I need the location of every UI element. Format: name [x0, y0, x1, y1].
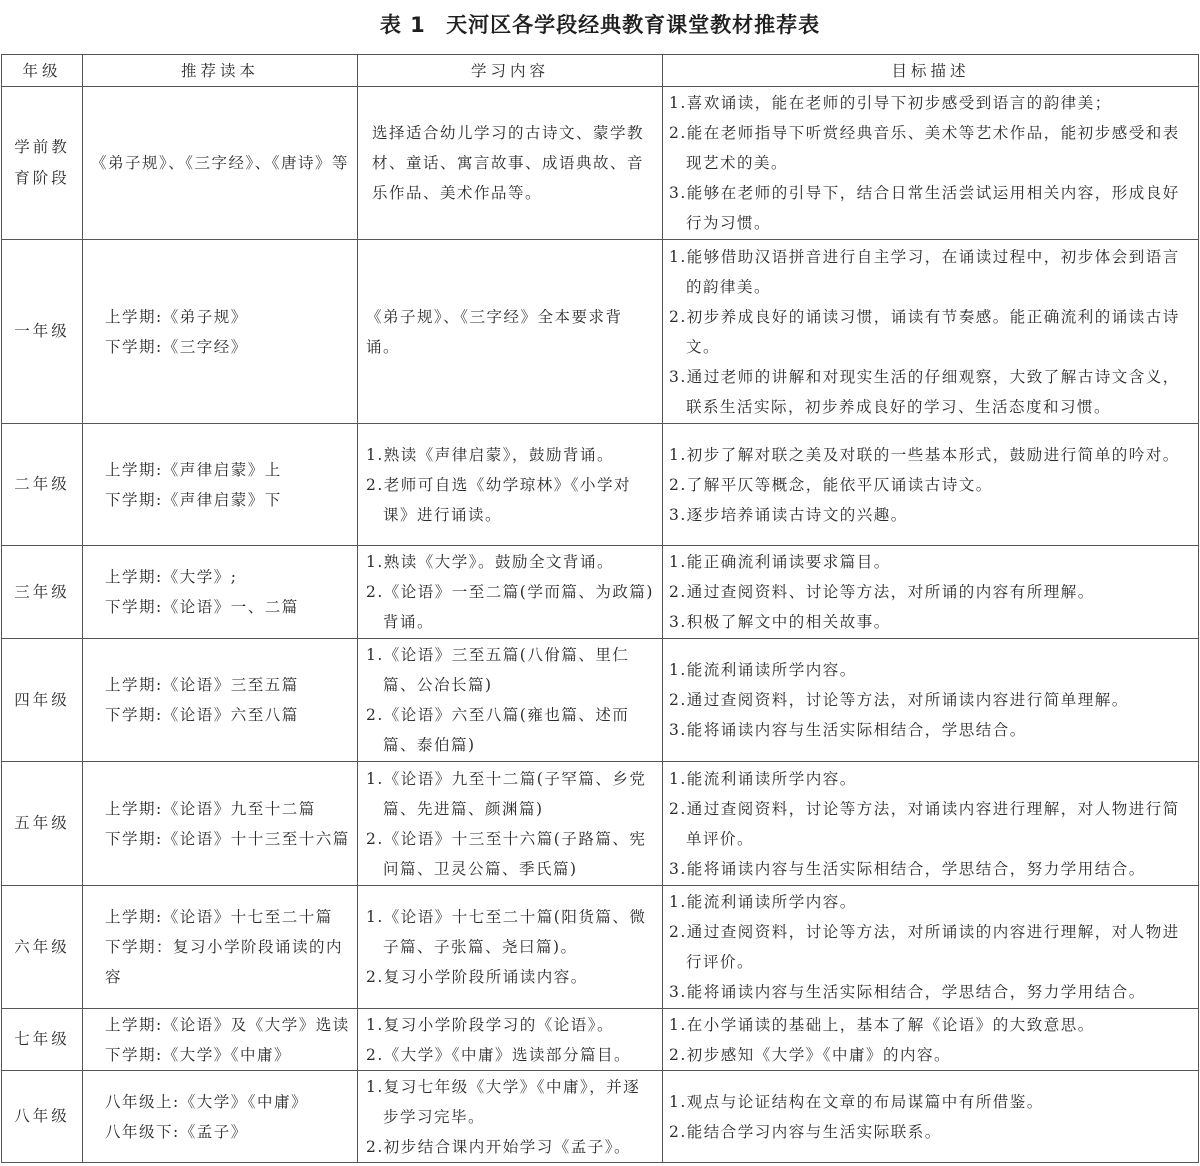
goal-item: 3.能将诵读内容与生活实际相结合，学思结合，努力学用结合。 — [669, 983, 1146, 1001]
header-books: 推荐读本 — [83, 55, 358, 87]
content-cell — [358, 1009, 663, 1071]
book-line: 上学期:《论语》九至十二篇 — [105, 799, 316, 818]
books-cell — [83, 240, 358, 424]
content-item: 2.老师可自选《幼学琼林》《小学对课》进行诵读。 — [366, 475, 632, 524]
table-row — [2, 762, 1199, 886]
content-item: 1.复习小学阶段学习的《论语》。 — [366, 1015, 615, 1034]
book-line: 下学期:《声律启蒙》下 — [105, 490, 282, 509]
books-cell — [83, 762, 358, 886]
header-grade: 年级 — [2, 55, 83, 87]
content-item: 2.初步结合课内开始学习《孟子》。 — [366, 1137, 632, 1156]
goal-item: 2.了解平仄等概念，能依平仄诵读古诗文。 — [669, 475, 993, 494]
goals-cell — [663, 1009, 1199, 1071]
table-row — [2, 1009, 1199, 1071]
content-item: 2.复习小学阶段所诵读内容。 — [366, 968, 588, 986]
content-cell — [358, 1071, 663, 1163]
goal-item: 3.能将诵读内容与生活实际相结合，学思结合。 — [669, 721, 1027, 739]
goals-cell — [663, 1071, 1199, 1163]
book-line: 八年级上:《大学》《中庸》 — [105, 1092, 308, 1111]
goal-item: 3.能将诵读内容与生活实际相结合，学思结合，努力学用结合。 — [669, 859, 1146, 878]
books-cell — [83, 1009, 358, 1071]
content-item: 1.熟读《大学》。鼓励全文背诵。 — [366, 553, 615, 571]
book-line: 下学期:《论语》十十三至十六篇 — [105, 829, 350, 848]
goal-item: 3.通过老师的讲解和对现实生活的仔细观察，大致了解古诗文含义，联系生活实际，初步养成良好的学习、生活态度和习惯。 — [669, 367, 1180, 416]
goal-item: 1.喜欢诵读，能在老师的引导下初步感受到语言的韵律美； — [669, 94, 1112, 112]
goal-item: 1.能正确流利诵读要求篇目。 — [669, 553, 891, 571]
content-cell — [358, 762, 663, 886]
goal-item: 1.能够借助汉语拼音进行自主学习，在诵读过程中，初步体会到语言的韵律美。 — [669, 247, 1180, 296]
content-item: 1.《论语》九至十二篇(子罕篇、乡党篇、先进篇、颜渊篇) — [366, 769, 647, 818]
content-item: 2.《大学》《中庸》选读部分篇目。 — [366, 1045, 632, 1064]
grade-cell: 一年级 — [2, 240, 83, 424]
book-line: 下学期：复习小学阶段诵读的内容 — [105, 938, 344, 986]
goal-item: 3.逐步培养诵读古诗文的兴趣。 — [669, 505, 908, 524]
goals-cell — [663, 762, 1199, 886]
books-cell — [83, 546, 358, 639]
book-line: 上学期:《论语》及《大学》选读 — [105, 1015, 350, 1034]
goal-item: 1.能流利诵读所学内容。 — [669, 893, 857, 911]
goal-item: 3.能够在老师的引导下，结合日常生活尝试运用相关内容，形成良好行为习惯。 — [669, 184, 1180, 232]
content-item: 2.《论语》六至八篇(雍也篇、述而篇、泰伯篇) — [366, 706, 630, 754]
table-title: 天河区各学段经典教育课堂教材推荐表 — [446, 13, 821, 37]
goal-item: 1.初步了解对联之美及对联的一些基本形式，鼓励进行简单的吟对。 — [669, 445, 1180, 464]
book-line: 下学期:《论语》一、二篇 — [105, 598, 299, 616]
book-line: 下学期:《三字经》 — [105, 337, 248, 356]
table-row — [2, 886, 1199, 1009]
books-cell — [83, 639, 358, 762]
goal-item: 3.积极了解文中的相关故事。 — [669, 613, 891, 631]
content-cell — [358, 886, 663, 1009]
goals-cell — [663, 424, 1199, 546]
grade-cell: 七年级 — [2, 1009, 83, 1071]
goals-cell — [663, 886, 1199, 1009]
goal-item: 1.能流利诵读所学内容。 — [669, 769, 857, 788]
goal-item: 2.初步养成良好的诵读习惯，诵读有节奏感。能正确流利的诵读古诗文。 — [669, 307, 1180, 356]
goal-item: 2.能在老师指导下听赏经典音乐、美术等艺术作品，能初步感受和表现艺术的美。 — [669, 124, 1180, 172]
content-cell — [358, 424, 663, 546]
books-cell — [83, 886, 358, 1009]
goal-item: 2.通过查阅资料，讨论等方法，对诵读内容进行理解，对人物进行简单评价。 — [669, 799, 1180, 848]
book-line: 《弟子规》、《三字经》、《唐诗》等 — [91, 154, 350, 172]
content-cell — [358, 240, 663, 424]
grade-cell: 六年级 — [2, 886, 83, 1009]
grade-cell: 八年级 — [2, 1071, 83, 1163]
book-line: 下学期:《论语》六至八篇 — [105, 706, 299, 724]
table-number: 表 1 — [379, 13, 426, 37]
book-line: 上学期:《声律启蒙》上 — [105, 460, 282, 479]
content-item: 2.《论语》一至二篇(学而篇、为政篇)背诵。 — [366, 583, 654, 631]
header-content: 学习内容 — [358, 55, 663, 87]
table-caption — [0, 8, 1200, 42]
goals-cell — [663, 240, 1199, 424]
books-cell — [83, 424, 358, 546]
textbook-recommendation-table — [1, 54, 1199, 1163]
content-item: 1.《论语》十七至二十篇(阳货篇、微子篇、子张篇、尧曰篇)。 — [366, 908, 647, 956]
goal-item: 1.能流利诵读所学内容。 — [669, 661, 857, 679]
content-item: 1.复习七年级《大学》《中庸》，并逐步学习完毕。 — [366, 1077, 641, 1126]
table-row — [2, 546, 1199, 639]
grade-cell: 二年级 — [2, 424, 83, 546]
grade-cell: 三年级 — [2, 546, 83, 639]
book-line: 八年级下:《孟子》 — [105, 1122, 248, 1141]
goal-item: 2.能结合学习内容与生活实际联系。 — [669, 1122, 942, 1141]
content-item: 1.熟读《声律启蒙》，鼓励背诵。 — [366, 445, 615, 464]
book-line: 上学期:《论语》十七至二十篇 — [105, 908, 333, 926]
content-item: 1.《论语》三至五篇(八佾篇、里仁篇、公冶长篇) — [366, 646, 630, 694]
table-row — [2, 1071, 1199, 1163]
books-cell — [83, 1071, 358, 1163]
goal-item: 2.通过查阅资料，讨论等方法，对所诵读的内容进行理解，对人物进行评价。 — [669, 923, 1180, 971]
goal-item: 1.观点与论证结构在文章的布局谋篇中有所借鉴。 — [669, 1092, 1044, 1111]
content-cell — [358, 87, 663, 240]
goals-cell — [663, 87, 1199, 240]
content-cell — [358, 639, 663, 762]
grade-cell: 学前教育阶段 — [2, 87, 83, 240]
table-row — [2, 87, 1199, 240]
book-line: 上学期:《论语》三至五篇 — [105, 676, 299, 694]
grade-cell: 五年级 — [2, 762, 83, 886]
goals-cell — [663, 639, 1199, 762]
goal-item: 1.在小学诵读的基础上，基本了解《论语》的大致意思。 — [669, 1015, 1095, 1034]
book-line: 上学期:《弟子规》 — [105, 307, 248, 326]
book-line: 下学期:《大学》《中庸》 — [105, 1045, 291, 1064]
table-row — [2, 240, 1199, 424]
content-item: 2.《论语》十三至十六篇(子路篇、宪问篇、卫灵公篇、季氏篇) — [366, 829, 647, 878]
goal-item: 2.通过查阅资料，讨论等方法，对所诵读内容进行简单理解。 — [669, 691, 1129, 709]
goals-cell — [663, 546, 1199, 639]
table-row — [2, 639, 1199, 762]
book-line: 上学期:《大学》; — [105, 568, 238, 586]
content-line: 选择适合幼儿学习的古诗文、蒙学教材、童话、寓言故事、成语典故、音乐作品、美术作品等。 — [372, 124, 645, 202]
table-row — [2, 424, 1199, 546]
header-goals: 目标描述 — [663, 55, 1199, 87]
header-row — [2, 55, 1199, 87]
content-line: 《弟子规》、《三字经》全本要求背诵。 — [366, 307, 623, 356]
grade-cell: 四年级 — [2, 639, 83, 762]
content-cell — [358, 546, 663, 639]
goal-item: 2.通过查阅资料、讨论等方法，对所诵的内容有所理解。 — [669, 583, 1095, 601]
goal-item: 2.初步感知《大学》《中庸》的内容。 — [669, 1045, 952, 1064]
books-cell — [83, 87, 358, 240]
